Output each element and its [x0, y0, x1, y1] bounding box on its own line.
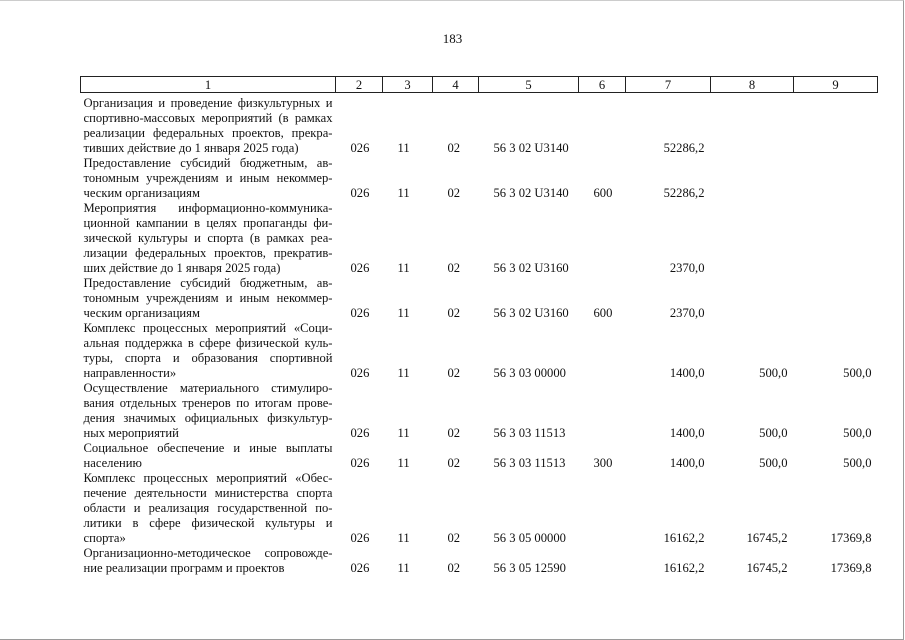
description-line: спортивно-массовых мероприятий (в рамках: [83, 111, 333, 125]
code-section: 11: [397, 531, 410, 545]
code-admin: 026: [350, 456, 370, 470]
code-section: 11: [397, 366, 410, 380]
code-subsection: 02: [447, 306, 461, 320]
description-line: ние реализации программ и проектов: [83, 561, 285, 575]
header-col-4: 4: [433, 77, 479, 93]
code-target: 56 3 05 00000: [493, 531, 566, 545]
code-expense-type: 300: [593, 456, 613, 470]
header-col-9: 9: [794, 77, 878, 93]
code-section: 11: [397, 141, 410, 155]
row-description: [81, 381, 336, 441]
row-description: [81, 441, 336, 471]
amount-year-3: 500,0: [843, 366, 872, 380]
header-col-2: 2: [336, 77, 383, 93]
row-description: [81, 321, 336, 381]
code-target: 56 3 03 00000: [493, 366, 566, 380]
amount-year-1: 16162,2: [663, 531, 705, 545]
description-line: литики в сфере физической культуры и: [83, 516, 333, 530]
header-col-6: 6: [579, 77, 626, 93]
code-admin: 026: [350, 306, 370, 320]
amount-year-3: 17369,8: [830, 561, 872, 575]
code-expense-type: [579, 471, 626, 546]
row-description: [81, 276, 336, 321]
table-row: [81, 276, 878, 321]
description-line: ческим организациям: [83, 186, 200, 200]
header-col-3: 3: [383, 77, 433, 93]
description-line: тономным учреждениям и иным некоммер-: [83, 291, 333, 305]
description-line: печение деятельности министерства спорта: [83, 486, 333, 500]
code-admin: 026: [350, 186, 370, 200]
description-line: направленности»: [83, 366, 177, 380]
code-admin: 026: [350, 561, 370, 575]
code-target: 56 3 02 U3160: [493, 261, 569, 275]
amount-year-1: 1400,0: [669, 456, 705, 470]
description-line: дения значимых официальных физкультур-: [83, 411, 333, 425]
code-subsection: 02: [447, 261, 461, 275]
description-line: туры, спорта и образования спортивной: [83, 351, 333, 365]
table-row: [81, 93, 878, 157]
code-target: 56 3 03 11513: [493, 456, 566, 470]
code-expense-type: [579, 546, 626, 576]
description-line: Мероприятия информационно-коммуника-: [83, 201, 333, 215]
code-section: 11: [397, 561, 410, 575]
code-target: 56 3 05 12590: [493, 561, 566, 575]
description-line: ных мероприятий: [83, 426, 179, 440]
row-description: [81, 156, 336, 201]
description-line: Организационно-методическое сопровожде-: [83, 546, 333, 560]
code-subsection: 02: [447, 561, 461, 575]
code-expense-type: 600: [593, 186, 613, 200]
amount-year-1: 2370,0: [669, 306, 705, 320]
description-line: альная поддержка в сфере физической куль-: [83, 336, 333, 350]
table-body: [81, 93, 878, 577]
description-line: ших действие до 1 января 2025 года): [83, 261, 281, 275]
amount-year-2: [711, 201, 794, 276]
amount-year-2: [711, 276, 794, 321]
code-subsection: 02: [447, 456, 461, 470]
code-section: 11: [397, 456, 410, 470]
header-col-5: 5: [479, 77, 579, 93]
amount-year-1: 1400,0: [669, 366, 705, 380]
code-expense-type: 600: [593, 306, 613, 320]
amount-year-3: [794, 201, 878, 276]
code-expense-type: [579, 321, 626, 381]
code-admin: 026: [350, 531, 370, 545]
row-description: [81, 201, 336, 276]
code-admin: 026: [350, 426, 370, 440]
table-row: [81, 321, 878, 381]
code-section: 11: [397, 186, 410, 200]
table-row: [81, 201, 878, 276]
description-line: тономным учреждениям и иным некоммер-: [83, 171, 333, 185]
row-description: [81, 93, 336, 157]
code-target: 56 3 02 U3140: [493, 141, 569, 155]
code-subsection: 02: [447, 426, 461, 440]
code-expense-type: [579, 93, 626, 157]
table-row: [81, 546, 878, 576]
code-admin: 026: [350, 366, 370, 380]
code-subsection: 02: [447, 366, 461, 380]
description-line: Предоставление субсидий бюджетным, ав-: [83, 276, 333, 290]
code-section: 11: [397, 306, 410, 320]
code-target: 56 3 02 U3140: [493, 186, 569, 200]
table-row: [81, 441, 878, 471]
code-expense-type: [579, 381, 626, 441]
row-description: [81, 471, 336, 546]
amount-year-3: 500,0: [843, 426, 872, 440]
description-line: вания отдельных тренеров по итогам прове-: [83, 396, 333, 410]
amount-year-2: [711, 93, 794, 157]
description-line: Комплекс процессных мероприятий «Соци-: [83, 321, 333, 335]
header-row: [81, 77, 878, 93]
description-line: тивших действие до 1 января 2025 года): [83, 141, 299, 155]
amount-year-3: 17369,8: [830, 531, 872, 545]
code-section: 11: [397, 426, 410, 440]
description-line: спорта»: [83, 531, 126, 545]
amount-year-3: [794, 156, 878, 201]
description-line: области и реализация государственной по-: [83, 501, 333, 515]
description-line: лизации федеральных проектов, прекратив-: [83, 246, 333, 260]
description-line: реализации федеральных проектов, прекра-: [83, 126, 333, 140]
table-row: [81, 156, 878, 201]
description-line: Комплекс процессных мероприятий «Обес-: [83, 471, 333, 485]
amount-year-1: 16162,2: [663, 561, 705, 575]
code-subsection: 02: [447, 141, 461, 155]
amount-year-2: 500,0: [759, 456, 788, 470]
header-col-7: 7: [626, 77, 711, 93]
description-line: Социальное обеспечение и иные выплаты: [83, 441, 333, 455]
description-line: населению: [83, 456, 142, 470]
description-line: Осуществление материального стимулиро-: [83, 381, 333, 395]
code-section: 11: [397, 261, 410, 275]
code-subsection: 02: [447, 186, 461, 200]
amount-year-3: [794, 276, 878, 321]
description-line: зической культуры и спорта (в рамках реа-: [83, 231, 333, 245]
row-description: [81, 546, 336, 576]
amount-year-3: 500,0: [843, 456, 872, 470]
code-admin: 026: [350, 141, 370, 155]
page-number: 183: [442, 31, 463, 46]
amount-year-2: 500,0: [759, 426, 788, 440]
description-line: ческим организациям: [83, 306, 200, 320]
code-admin: 026: [350, 261, 370, 275]
table-row: [81, 471, 878, 546]
code-expense-type: [579, 201, 626, 276]
budget-table: [80, 76, 878, 576]
amount-year-1: 1400,0: [669, 426, 705, 440]
amount-year-1: 2370,0: [669, 261, 705, 275]
amount-year-2: 16745,2: [746, 561, 788, 575]
amount-year-3: [794, 93, 878, 157]
code-subsection: 02: [447, 531, 461, 545]
header-col-8: 8: [711, 77, 794, 93]
table-row: [81, 381, 878, 441]
amount-year-1: 52286,2: [663, 186, 705, 200]
description-line: Организация и проведение физкультурных и: [83, 96, 333, 110]
amount-year-2: 16745,2: [746, 531, 788, 545]
description-line: ционной кампании в целях пропаганды фи-: [83, 216, 333, 230]
code-target: 56 3 03 11513: [493, 426, 566, 440]
description-line: Предоставление субсидий бюджетным, ав-: [83, 156, 333, 170]
amount-year-2: [711, 156, 794, 201]
amount-year-2: 500,0: [759, 366, 788, 380]
code-target: 56 3 02 U3160: [493, 306, 569, 320]
amount-year-1: 52286,2: [663, 141, 705, 155]
header-col-1: 1: [81, 77, 336, 93]
